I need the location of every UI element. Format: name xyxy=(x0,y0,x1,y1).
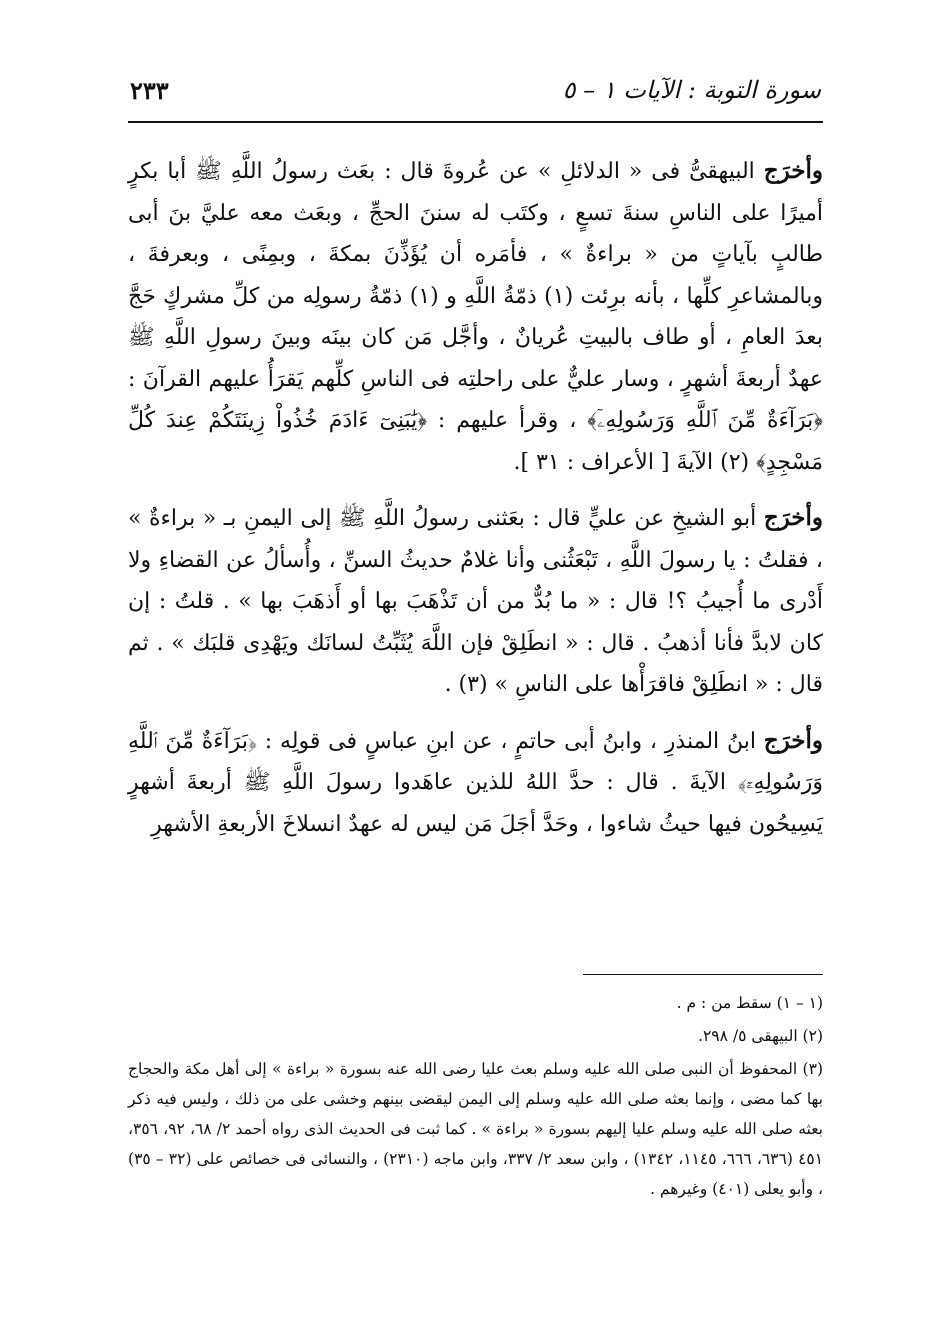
footnote-1: (١ – ١) سقط من : م . xyxy=(676,994,823,1012)
main-text xyxy=(128,150,823,859)
footnote-2: (٢) البيهقى ٥/ ٢٩٨. xyxy=(698,1027,823,1045)
page-number: ٢٣٣ xyxy=(130,75,169,105)
paragraph-text: البيهقىُّ فى « الدلائلِ » عن عُروةَ قال : بعَث رسولُ اللَّهِ ﷺ أبا بكرٍ أميرًا على الناسِ سنةَ تسعٍ ، وكتَب له سننَ الحجِّ ، وبعَث معه عليَّ بنَ أبى طالبٍ بآياتٍ من « براءةٌ » ، فأمَره أن يُؤَذِّنَ بمكةَ ، وبمِنًى ، وبعرفةَ ، وبالمشاعرِ كلِّها ، بأنه برِئت (١) ذمّةُ اللَّهِ و (١) ذمّةُ رسولِه من كلِّ مشركٍ حَجَّ بعدَ العامِ ، أو طاف بالبيتِ عُريانٌ ، وأجَّل مَن كان بينَه وبينَ رسولِ اللَّهِ ﷺ عهدٌ أربعةَ أشهرٍ ، وسار عليٌّ على راحلتِه فى الناسِ كلِّهم يَقرَأُ عليهم القرآنَ : ﴿بَرَآءَةٌ مِّنَ ٱللَّهِ وَرَسُولِهِۦٓ﴾ ، وقرأ عليهم : ﴿يَٰبَنِىٓ ءَادَمَ خُذُواْ زِينَتَكُمْ عِندَ كُلِّ مَسْجِدٍ﴾ (٢) الآيةَ [ الأعراف : ٣١ ]. xyxy=(128,159,823,475)
paragraph-2 xyxy=(128,497,823,706)
footnote-3: (٣) المحفوظ أن النبى صلى الله عليه وسلم بعث عليا رضى الله عنه بسورة « براءة » إلى أهل مكة والحجاج بها كما مضى ، وإنما بعثه صلى الله عليه وسلم إلى اليمن ليقضى بينهم وخشى على من ذلك ، وليس فيه ذكر بعثه صلى الله عليه وسلم عليا إليهم بسورة « براءة » . كما ثبت فى الحديث الذى رواه أحمد ٢/ ٦٨، ٩٢، ٣٥٦، ٤٥١ (٦٣٦، ٦٦٦، ١١٤٥، ١٣٤٢) ، وابن سعد ٢/ ٣٣٧، وابن ماجه (٢٣١٠) ، والنسائى فى خصائص على (٣٢ – ٣٥) ، وأبو يعلى (٤٠١) وغيرهم . xyxy=(128,1060,824,1198)
footnotes xyxy=(128,988,823,1207)
header-rule xyxy=(128,121,823,123)
page-header xyxy=(130,70,821,110)
running-title: سورة التوبة : الآيات ١ – ٥ xyxy=(562,76,821,104)
paragraph-1 xyxy=(128,150,823,483)
paragraph-lead: وأخرَج xyxy=(763,726,823,754)
footnote-rule xyxy=(583,974,823,975)
paragraph-text: أبو الشيخِ عن عليٍّ قال : بعَثنى رسولُ اللَّهِ ﷺ إلى اليمنِ بـ « براءةٌ » ، فقلتُ : يا رسولَ اللَّهِ ، تَبْعَثُنى وأنا غلامٌ حديثُ السنِّ ، وأُسألُ عن القضاءِ ولا أَدْرى ما أُجيبُ ؟! قال : « ما بُدٌّ من أن تَذْهَبَ بها أو أَذهَبَ بها » . قلتُ : إن كان لابدَّ فأنا أذهبُ . قال : « انطَلِقْ فإن اللَّهَ يُثَبِّتُ لسانَك ويَهْدِى قلبَك » . ثم قال : « انطَلِقْ فاقرَأْها على الناسِ » (٣) . xyxy=(128,506,823,697)
paragraph-lead: وأخرَج xyxy=(763,504,823,531)
paragraph-lead: وأخرَج xyxy=(763,157,823,184)
paragraph-text: ابنُ المنذرِ ، وابنُ أبى حاتمٍ ، عن ابنِ عباسٍ فى قولِه : ﴿بَرَآءَةٌ مِّنَ ٱللَّهِ وَرَسُولِهِۦٓ﴾ الآيةَ . قال : حدَّ اللهُ للذين عاهَدوا رسولَ اللَّهِ ﷺ أربعةَ أشهرٍ يَسِيحُون فيها حيثُ شاءوا ، وحَدَّ أجَلَ مَن ليس له عهدٌ انسلاخَ الأربعةِ الأشهرِ xyxy=(128,728,823,837)
paragraph-3 xyxy=(128,720,823,846)
